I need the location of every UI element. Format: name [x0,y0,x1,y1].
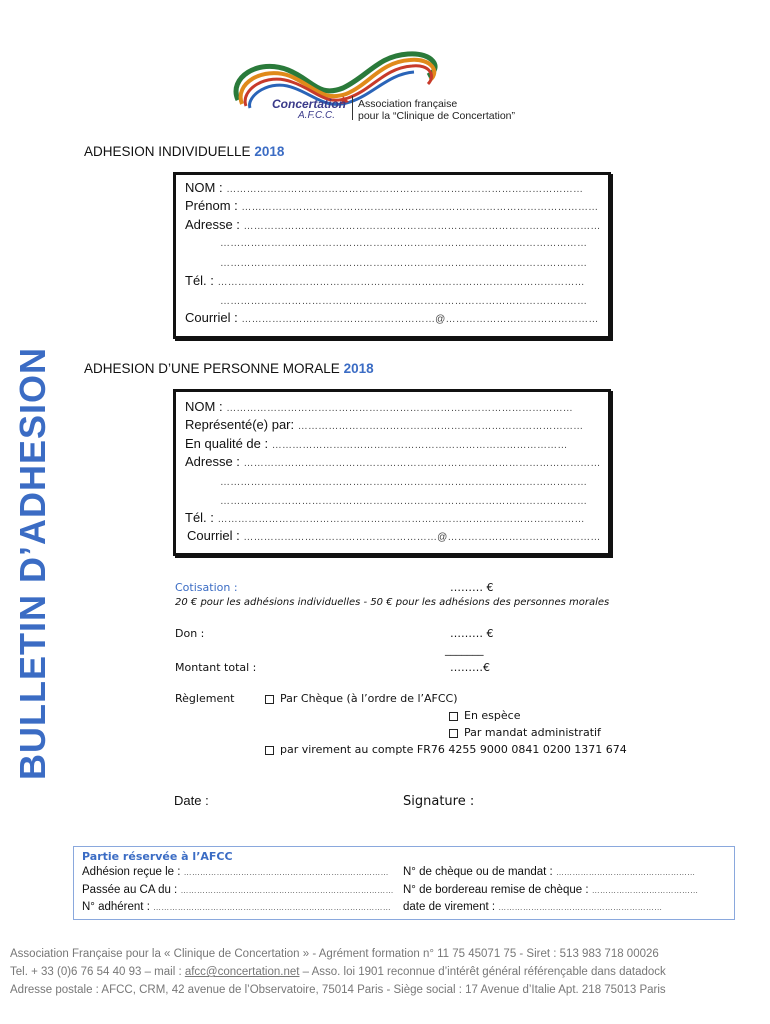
don-label: Don : [175,627,205,640]
footer-line-2 [10,966,666,978]
logo-name: Concertation [272,97,347,111]
vertical-title: BULLETIN D’ADHESION [12,347,53,780]
individual-courriel-dots: …………………………………………………@……………………………………… [241,314,599,325]
cotisation-colon: : [230,581,238,594]
individual-prenom-row[interactable] [185,198,598,213]
afcc-bordereau-label: N° de bordereau remise de chèque : [403,884,589,896]
sum-separator: _______ [445,643,484,656]
individual-prenom-dots: …………………………………………………………………………………………… [241,202,599,213]
option-cheque-label: Par Chèque (à l’ordre de l’AFCC) [280,692,458,705]
morale-adresse-label: Adresse : [185,454,240,469]
morale-courriel-label: Courriel : [187,528,240,543]
morale-qualite-row[interactable] [185,436,568,451]
espece-checkbox[interactable] [449,712,458,721]
logo-association [358,98,515,122]
individual-adresse-line-3[interactable]: ……………………………………………………………………………………………… [220,258,588,269]
individual-title-text: ADHESION INDIVIDUELLE [84,144,251,159]
signature-label[interactable]: Signature : [403,794,475,809]
virement-checkbox[interactable] [265,746,274,755]
individual-nom-label: NOM : [185,180,223,195]
individual-courriel-label: Courriel : [185,310,238,325]
individual-prenom-label: Prénom : [185,198,238,213]
footer-legal: – Asso. loi 1901 reconnue d’intérêt général référençable dans datadock [299,966,666,978]
individual-adresse-line-2[interactable]: ……………………………………………………………………………………………… [220,238,588,249]
logo-abbr: A.F.C.C. [298,110,336,121]
option-espece[interactable] [449,709,520,722]
morale-tel-label: Tél. : [185,510,214,525]
assoc-line-1: Association française [358,98,458,110]
afcc-ca-label: Passée au CA du : [82,884,178,896]
afcc-virement-label: date de virement : [403,901,496,913]
morale-year: 2018 [343,361,374,376]
reglement-label: Règlement [175,692,235,705]
individual-tel-row[interactable] [185,273,585,288]
cotisation-amount[interactable]: ……… € [450,581,494,594]
option-virement[interactable] [265,743,627,756]
morale-qualite-dots: …………………………………………………………………………… [271,440,568,451]
individual-adresse-row[interactable] [185,217,601,232]
afcc-adherent-row[interactable] [82,901,391,913]
morale-represente-row[interactable] [185,417,583,432]
option-virement-label: par virement au compte FR76 4255 9000 0841 0200 1371 674 [280,743,627,756]
don-amount[interactable]: ……… € [450,627,494,640]
afcc-virement-dots: …………………………………………………… [498,903,663,912]
morale-adresse-row[interactable] [185,454,601,469]
individual-tel-label: Tél. : [185,273,214,288]
option-mandat[interactable] [449,726,601,739]
afcc-adherent-label: N° adhérent : [82,901,150,913]
footer-contact: Tel. + 33 (0)6 76 54 40 93 – mail : [10,966,185,978]
option-espece-label: En espèce [464,709,521,722]
afcc-cheque-label: N° de chèque ou de mandat : [403,866,553,878]
individual-adresse-dots: …………………………………………………………………………………………… [243,221,601,232]
morale-courriel-dots: …………………………………………………@……………………………………… [243,532,601,543]
individual-courriel-row[interactable] [185,310,599,325]
afcc-reserved-title: Partie réservée à l’AFCC [82,850,233,863]
morale-qualite-label: En qualité de : [185,436,269,451]
morale-adresse-line-2[interactable]: ……………………………………………………………………………………………… [220,477,588,488]
afcc-recue-row[interactable] [82,866,389,878]
individual-tel-line-2[interactable]: ……………………………………………………………………………………………… [220,296,588,307]
footer-email-link[interactable]: afcc@concertation.net [184,966,300,978]
afcc-ca-dots: …………………………………………………………………… [180,886,394,895]
morale-nom-dots: ………………………………………………………………………………………… [226,403,573,414]
individual-nom-dots: …………………………………………………………………………………………… [226,184,584,195]
afcc-adherent-dots: …………………………………………………………………………… [153,903,391,912]
footer-line-3: Adresse postale : AFCC, CRM, 42 avenue de l’Observatoire, 75014 Paris - Siège social : 17 Avenue d’Italie Apt. 218 75013 Paris [10,984,666,996]
individual-adresse-label: Adresse : [185,217,240,232]
afcc-recue-label: Adhésion reçue le : [82,866,181,878]
morale-courriel-row[interactable] [187,528,601,543]
morale-nom-label: NOM : [185,399,223,414]
individual-tel-dots: ……………………………………………………………………………………………… [217,277,585,288]
total-label: Montant total : [175,661,257,674]
afcc-cheque-dots: …………………………………………… [555,868,696,877]
afcc-recue-dots: ………………………………………………………………… [183,868,389,877]
total-amount[interactable]: ………€ [450,661,490,674]
morale-title [84,361,374,376]
morale-tel-dots: ……………………………………………………………………………………………… [217,514,585,525]
logo-divider [352,96,353,120]
afcc-ca-row[interactable] [82,884,394,896]
afcc-virement-row[interactable] [403,901,662,913]
morale-represente-label: Représenté(e) par: [185,417,295,432]
cotisation-row [175,581,238,594]
individual-title [84,144,284,159]
footer-line-1: Association Française pour la « Clinique de Concertation » - Agrément formation n° 11 75 45071 75 - Siret : 513 983 718 00026 [10,948,659,960]
morale-nom-row[interactable] [185,399,573,414]
date-label[interactable]: Date : [174,793,209,808]
afcc-bordereau-dots: ………………………………… [591,886,699,895]
morale-adresse-line-3[interactable]: ……………………………………………………………………………………………… [220,496,588,507]
morale-adresse-dots: …………………………………………………………………………………………… [243,458,601,469]
morale-title-text: ADHESION D’UNE PERSONNE MORALE [84,361,340,376]
morale-represente-dots: ………………………………………………………………………… [297,421,584,432]
afcc-cheque-row[interactable] [403,866,695,878]
assoc-line-2: pour la “Clinique de Concertation” [358,110,516,122]
cotisation-note: 20 € pour les adhésions individuelles - 50 € pour les adhésions des personnes morales [175,597,610,608]
individual-year: 2018 [254,144,285,159]
afcc-bordereau-row[interactable] [403,884,698,896]
individual-nom-row[interactable] [185,180,583,195]
morale-tel-row[interactable] [185,510,585,525]
cotisation-label: Cotisation [175,581,231,594]
mandat-checkbox[interactable] [449,729,458,738]
option-cheque[interactable] [265,692,458,705]
option-mandat-label: Par mandat administratif [464,726,601,739]
cheque-checkbox[interactable] [265,695,274,704]
